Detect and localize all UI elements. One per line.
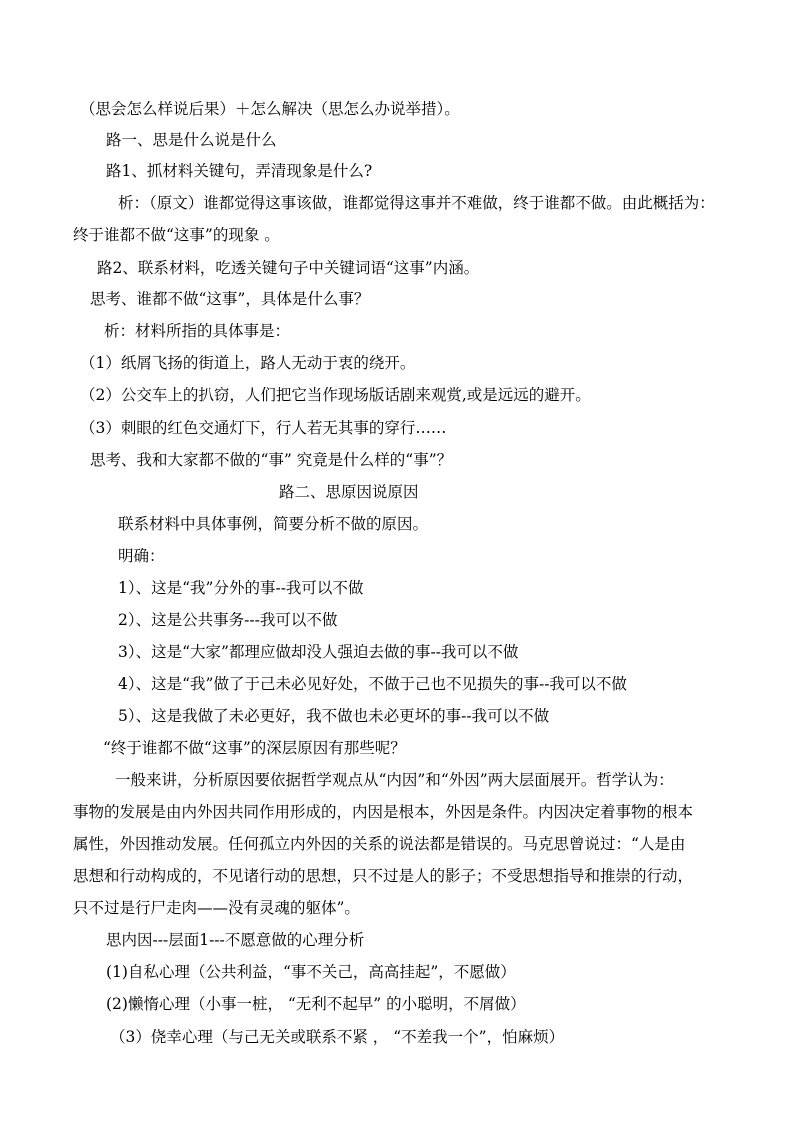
list-item-3: （3）刺眼的红色交通灯下，行人若无其事的穿行…… <box>80 419 447 437</box>
reason-item-2: (2)懒惰心理（小事一桩， “无利不起早” 的小聪明，不屑做） <box>106 995 526 1013</box>
text-line-24: 属性，外因推动发展。任何孤立内外因的关系的说法都是错误的。马克思曾说过：“人是由 <box>73 835 686 853</box>
text-line-7: 思考、谁都不做“这事”，具体是什么事？ <box>90 290 370 308</box>
section-heading-1: 路一、思是什么说是什么 <box>106 131 277 149</box>
text-line-15: 明确： <box>118 547 165 565</box>
text-line-8: 析：材料所指的具体事是： <box>104 322 291 340</box>
numbered-item-4: 4）、这是“我”做了于己未必见好处，不做于己也不见损失的事--我可以不做 <box>118 675 627 693</box>
numbered-item-2: 2）、这是公共事务---我可以不做 <box>118 611 338 629</box>
text-line-23: 事物的发展是由内外因共同作用形成的，内因是根本，外因是条件。内因决定着事物的根本 <box>73 803 694 821</box>
list-item-2: （2）公交车上的扒窃，人们把它当作现场版话剧来观赏,或是远远的避开。 <box>80 386 591 404</box>
text-line-12: 思考、我和大家都不做的“事” 究竟是什么样的“事”？ <box>90 451 453 469</box>
text-line-26: 只不过是行尸走肉——没有灵魂的躯体”。 <box>73 899 360 917</box>
text-line-5: 终于谁都不做“这事”的现象 。 <box>73 226 280 244</box>
numbered-item-1: 1）、这是“我”分外的事--我可以不做 <box>118 579 364 597</box>
section-heading-2: 路二、思原因说原因 <box>279 483 419 501</box>
text-line-25: 思想和行动构成的，不见诸行动的思想，只不过是人的影子；不受思想指导和推崇的行动， <box>73 867 694 885</box>
numbered-item-3: 3）、这是“大家”都理应做却没人强迫去做的事--我可以不做 <box>118 643 519 661</box>
section-heading-3: 思内因---层面1---不愿意做的心理分析 <box>106 931 365 949</box>
text-line-6: 路2、联系材料，吃透关键句子中关键词语“这事”内涵。 <box>97 259 480 277</box>
list-item-1: （1）纸屑飞扬的街道上，路人无动于衷的绕开。 <box>80 354 416 372</box>
text-line-14: 联系材料中具体事例，简要分析不做的原因。 <box>118 515 429 533</box>
numbered-item-5: 5）、这是我做了未必更好，我不做也未必更坏的事--我可以不做 <box>118 707 550 725</box>
text-line-21: “终于谁都不做“这事”的深层原因有那些呢？ <box>103 739 406 757</box>
reason-item-1: (1)自私心理（公共利益，“事不关己，高高挂起”，不愿做） <box>106 963 516 981</box>
reason-item-3: （3）侥幸心理（与己无关或联系不紧 ， “不差我一个”，怕麻烦） <box>110 1028 565 1046</box>
text-line-3: 路1、抓材料关键句，弄清现象是什么? <box>106 162 373 180</box>
text-line-4: 析：（原文）谁都觉得这事该做，谁都觉得这事并不难做，终于谁都不做。由此概括为： <box>118 194 715 212</box>
text-line-1: （思会怎么样说后果）＋怎么解决（思怎么办说举措）。 <box>80 100 460 118</box>
text-line-22: 一般来讲，分析原因要依据哲学观点从“内因”和“外因”两大层面展开。哲学认为： <box>115 771 674 789</box>
